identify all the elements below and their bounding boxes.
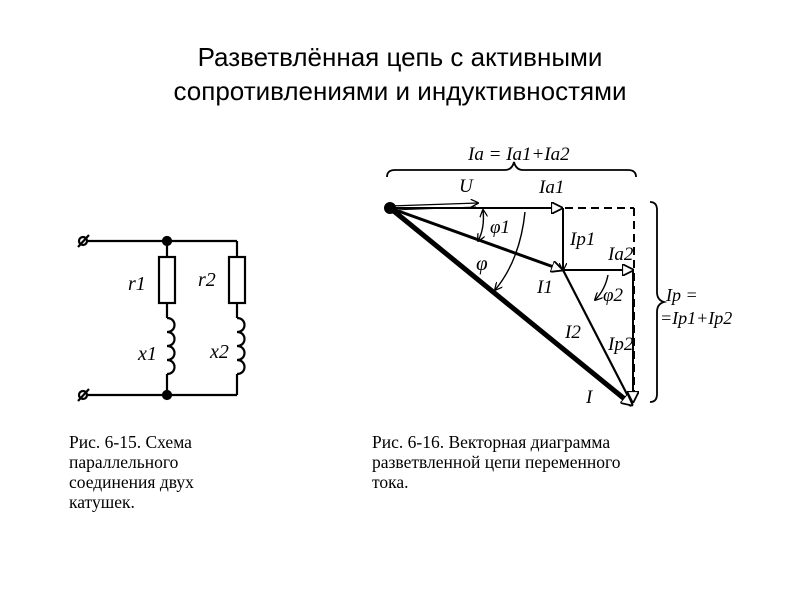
label-x2: x2 xyxy=(210,341,229,363)
angle-arc-phi1 xyxy=(478,210,483,241)
caption-fig-6-16: Рис. 6-16. Векторная диаграмма разветвленной цепи переменного тока. xyxy=(372,432,621,492)
label-ia2: Iа2 xyxy=(608,244,634,265)
label-u: U xyxy=(459,176,473,197)
vector-diagram xyxy=(385,162,664,405)
slide-title-line2: сопротивлениями и индуктивностями xyxy=(173,76,627,106)
label-ip-sum-2: =Iр1+Iр2 xyxy=(660,308,733,328)
label-ia1: Iа1 xyxy=(539,177,565,198)
inductor-x2 xyxy=(237,318,245,374)
caption-fig-6-15: Рис. 6-15. Схема параллельного соединения двух катушек. xyxy=(69,432,194,512)
brace-ip xyxy=(650,202,664,402)
label-ip-sum-1: Iр = xyxy=(666,285,698,305)
label-x1: x1 xyxy=(138,343,157,365)
label-ia-sum: Iа = Iа1+Iа2 xyxy=(468,144,570,165)
vector-u xyxy=(390,203,478,206)
inductor-x1 xyxy=(167,318,175,374)
vector-i xyxy=(390,208,632,405)
resistor-r2 xyxy=(229,257,245,303)
label-phi: φ xyxy=(476,251,488,275)
label-phi2: φ2 xyxy=(603,285,624,306)
label-i1: I1 xyxy=(537,277,553,298)
label-r2: r2 xyxy=(198,269,216,291)
slide-title-line1: Разветвлённая цепь с активными xyxy=(197,42,603,72)
resistor-r1 xyxy=(159,257,175,303)
label-r1: r1 xyxy=(128,273,146,295)
circuit-schematic xyxy=(78,235,245,401)
label-i2: I2 xyxy=(565,322,581,343)
label-ip2: Iр2 xyxy=(608,334,634,355)
label-i: I xyxy=(586,387,593,408)
label-phi1: φ1 xyxy=(490,217,511,238)
label-ip1: Iр1 xyxy=(570,229,596,250)
